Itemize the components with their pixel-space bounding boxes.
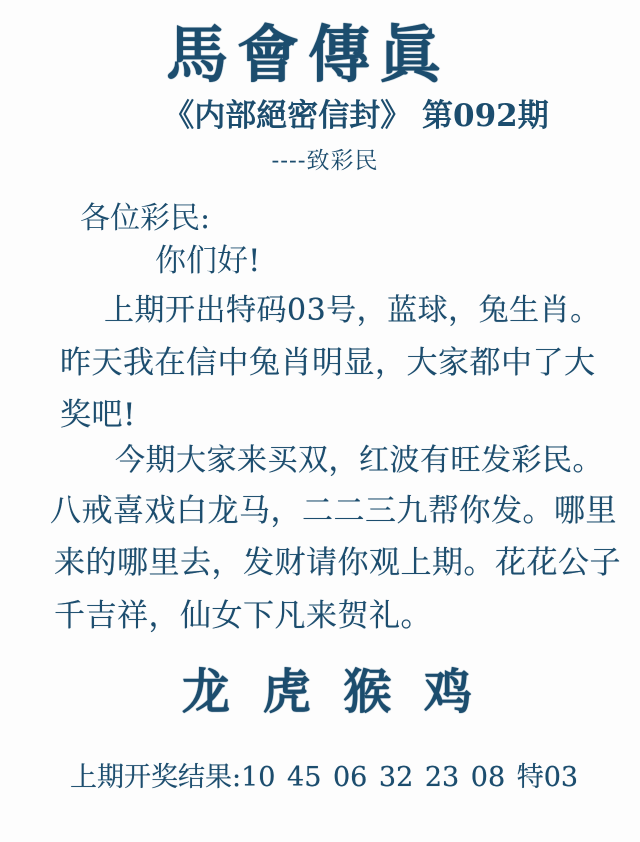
- letter-line-tip-3: 来的哪里去，发财请你观上期。花花公子: [54, 545, 621, 581]
- letter-line-tip-1: 今期大家来买双，红波有旺发彩民。: [115, 443, 603, 478]
- letter-line-tip-4: 千吉祥，仙女下凡来贺礼。: [54, 598, 432, 634]
- letter-salutation: 各位彩民:: [80, 201, 211, 236]
- letter-line-3: 奖吧!: [60, 397, 136, 433]
- previous-draw-result: 上期开奖结果:10 45 06 32 23 08 特03: [70, 762, 579, 793]
- letter-title: 馬會傳眞: [166, 18, 451, 91]
- letter-line-2: 昨天我在信中兔肖明显，大家都中了大: [60, 345, 596, 381]
- letter-line-previous-special: 上期开出特码03号，蓝球，兔生肖。: [104, 293, 601, 328]
- letter-line-tip-2: 八戒喜戏白龙马，二二三九帮你发。哪里: [50, 493, 617, 529]
- letter-dedication: ----致彩民: [271, 148, 379, 174]
- letter-greeting: 你们好!: [155, 243, 261, 279]
- letter-subtitle-issue: 《内部絕密信封》 第092期: [163, 98, 549, 134]
- zodiac-recommendation: 龙 虎 猴 鸡: [181, 664, 473, 720]
